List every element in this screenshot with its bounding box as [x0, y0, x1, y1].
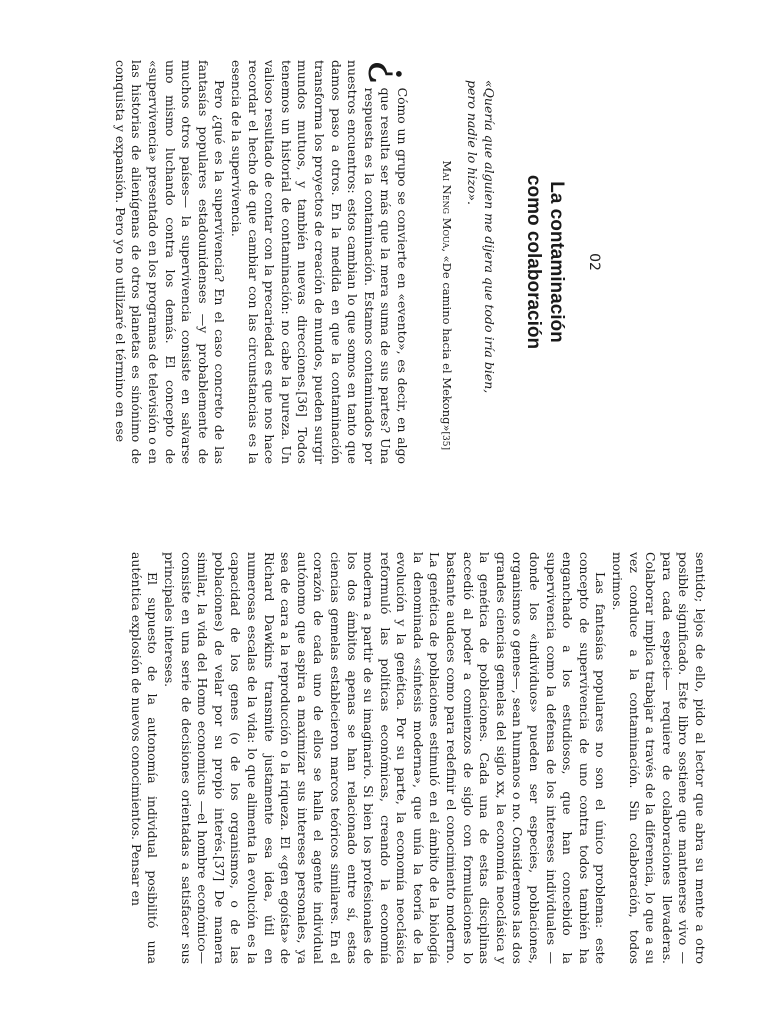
epigraph-author-source: , «De camino hacia el Mekong» — [440, 248, 454, 432]
epigraph: «Quería que alguien me dijera que todo iría bien, pero nadie lo hizo». — [465, 80, 497, 394]
chapter-title — [522, 60, 568, 464]
left-paragraph-2: Pero ¿qué es la supervivencia? En el caso concreto de las fantasías populares estadounidenses —y probablemente de muchos otros países— la supervivencia consiste en salvarse uno mismo luchando contra los demás. El concepto de «supervivencia» presentado en los programas de televisión o en las historias de alienígenas de otros planetas es sinónimo de conquista y expansión. Pero yo no utilizaré el término en ese — [112, 60, 228, 464]
right-page — [0, 512, 768, 1024]
chapter-title-line2: como colaboración — [523, 174, 544, 350]
right-paragraph-2: Las fantasías populares no son el único problema: este concepto de supervivencia de uno contra todos también ha enganchado a los estudiosos, que han concebido la supervivencia como la defensa de los intereses individuales —donde los «individuos» pueden ser especies, poblaciones, organismos o genes—, sean humanos o no. Consideremos las dos grandes ciencias gemelas del siglo xx, la economía neoclásica y la genética de poblaciones. Cada una de estas disciplinas accedió al poder a comienzos de siglo con formulaciones lo bastante audaces como para redefinir el conocimiento moderno. La genética de poblaciones estimuló en el ámbito de la biología la denominada «síntesis moderna», que unía la teoría de la evolución y la genética. Por su parte, la economía neoclásica reformuló las políticas económicas, creando la economía moderna a partir de su imaginario. Si bien los profesionales de los dos ámbitos apenas se han relacionado entre sí, estas ciencias gemelas establecieron marcos teóricos similares. En el corazón de cada uno de ellos se halla el agente individual autónomo que aspira a maximizar sus intereses personales, ya sea de cara a la reproducción o la riqueza. El «gen egoísta» de Richard Dawkins transmite justamente esa idea, útil en numerosas escalas de la vida: lo que alimenta la evolución es la capacidad de los genes (o de los organismos, o de las poblaciones) de velar por su propio interés.[37] De manera similar, la vida del Homo economicus —el hombre económico— consiste en una serie de decisiones orientadas a satisfacer sus principales intereses. — [162, 552, 609, 964]
drop-cap: ¿ — [366, 60, 417, 84]
right-paragraph-3: El supuesto de la autonomía individual posibilitó una auténtica explosión de nuevos conocimientos. Pensar en — [128, 552, 161, 964]
epigraph-attribution — [440, 60, 454, 450]
left-paragraph-1-text: Cómo un grupo se convierte en «evento», es decir, en algo que resulta ser más que la mera suma de sus partes? Una respuesta es la contaminación. Estamos contaminados por nuestros encuentros: estos cambian lo que somos en tanto que damos paso a otros. En la medida en que la contaminación transforma los proyectos de creación de mundos, pueden surgir mundos mutuos, y también nuevas direcciones.[36] Todos tenemos un historial de contaminación: no cabe la pureza. Un valioso resultado de contar con la precariedad es que nos hace recordar el hecho de que cambiar con las circunstancias es la esencia de la supervivencia. — [229, 60, 410, 464]
chapter-number: 02 — [586, 253, 602, 271]
epigraph-author-name: Mai Neng Moua — [440, 160, 454, 249]
chapter-title-line1: La contaminación — [546, 181, 567, 343]
left-paragraph-1 — [227, 60, 417, 464]
right-paragraph-1: sentido; lejos de ello, pido al lector que abra su mente a otro posible significado. Este libro sostiene que mantenerse vivo —para cada especie— requiere de colaboraciones llevaderas. Colaborar implica trabajar a través de la diferencia, lo que a su vez conduce a la contaminación. Sin colaboración, todos morimos. — [610, 552, 708, 964]
epigraph-note-ref[interactable]: [35] — [440, 431, 450, 450]
